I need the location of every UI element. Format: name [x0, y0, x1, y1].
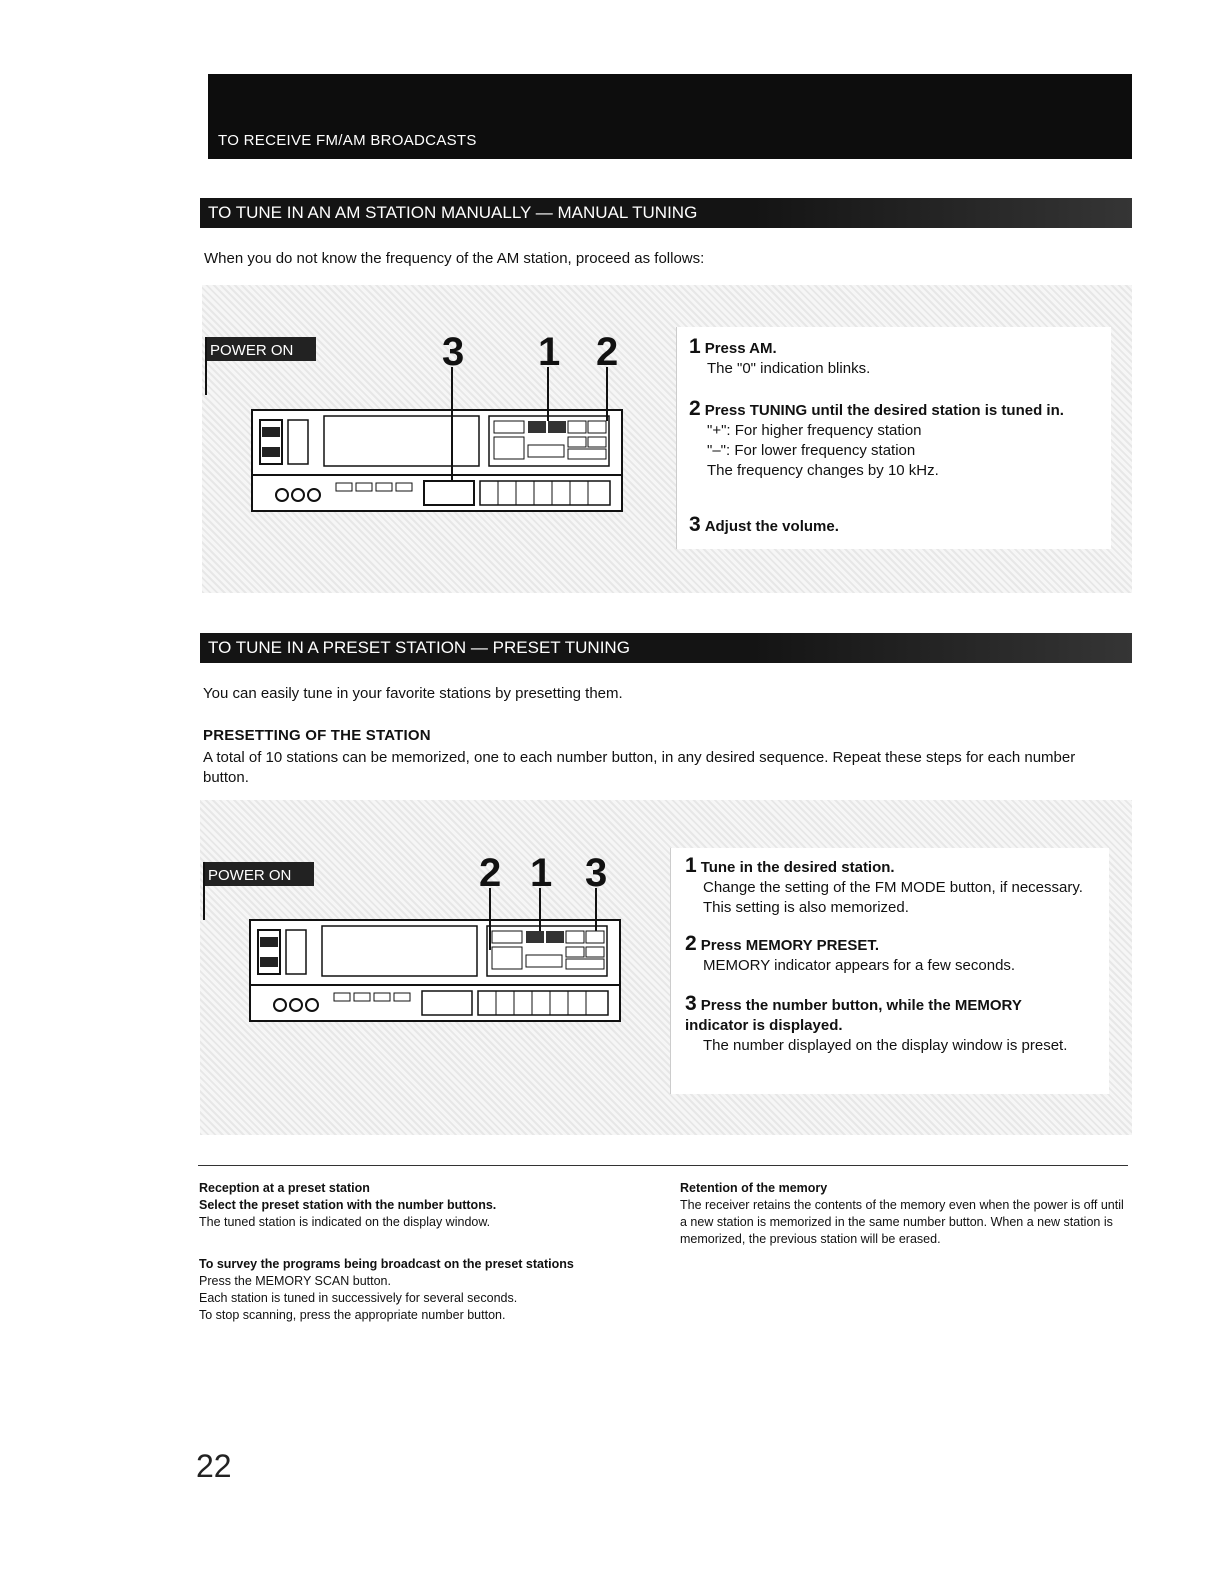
divider: [198, 1165, 1128, 1166]
step-3: 3 Adjust the volume.: [689, 513, 839, 536]
note-survey-programs: To survey the programs being broadcast on the preset stations Press the MEMORY SCAN button. Each station is tuned in successively for several seconds. To stop scanning, press the appropriate number button.: [199, 1257, 574, 1322]
callout-1: 1: [530, 851, 553, 895]
step-2: 2 Press MEMORY PRESET. MEMORY indicator appears for a few seconds.: [685, 932, 1016, 974]
subheading-presetting: PRESETTING OF THE STATION: [203, 727, 431, 744]
preset-tuning-figure: [200, 800, 1132, 1135]
section-bar-manual-tuning: [200, 198, 1132, 228]
step-3: 3 Press the number button, while the MEMORY indicator is displayed. The number displayed on the display window is preset.: [685, 992, 1068, 1054]
chapter-title: TO RECEIVE FM/AM BROADCASTS: [218, 132, 477, 149]
chapter-banner: [208, 74, 1132, 159]
steps-panel: [670, 848, 1109, 1094]
section-intro: When you do not know the frequency of the AM station, proceed as follows:: [204, 250, 705, 267]
callout-1: 1: [538, 330, 561, 374]
callout-2: 2: [479, 851, 502, 895]
manual-tuning-figure: [202, 285, 1132, 593]
receiver-illustration: [200, 800, 670, 1135]
section-bar-preset-tuning: [200, 633, 1132, 663]
power-on-label: POWER ON: [210, 342, 294, 359]
step-2: 2 Press TUNING until the desired station is tuned in. "+": For higher frequency station "–": For lower frequency station The frequency changes by 10 kHz.: [689, 397, 1064, 479]
section-title: TO TUNE IN AN AM STATION MANUALLY — MANUAL TUNING: [208, 203, 698, 222]
section-title: TO TUNE IN A PRESET STATION — PRESET TUNING: [208, 638, 630, 657]
step-1: 1 Tune in the desired station. Change the setting of the FM MODE button, if necessary. This setting is also memorized.: [685, 854, 1083, 916]
presetting-text: A total of 10 stations can be memorized, one to each number button, in any desired sequence. Repeat these steps for each number button.: [203, 749, 1076, 786]
receiver-illustration: [202, 285, 672, 593]
power-on-label: POWER ON: [208, 867, 292, 884]
note-retention-memory: Retention of the memory The receiver retains the contents of the memory even when the power is off until a new station is memorized in the same number button. When a new station is memorized, the previous station will be erased.: [680, 1181, 1124, 1246]
steps-panel: [676, 327, 1111, 549]
note-reception-preset: Reception at a preset station Select the preset station with the number buttons. The tuned station is indicated on the display window.: [199, 1181, 497, 1229]
callout-3: 3: [585, 851, 608, 895]
section-intro: You can easily tune in your favorite stations by presetting them.: [203, 685, 623, 702]
callout-2: 2: [596, 330, 619, 374]
page-number: 22: [196, 1448, 232, 1484]
step-1: 1 Press AM. The "0" indication blinks.: [689, 335, 871, 377]
callout-3: 3: [442, 330, 465, 374]
